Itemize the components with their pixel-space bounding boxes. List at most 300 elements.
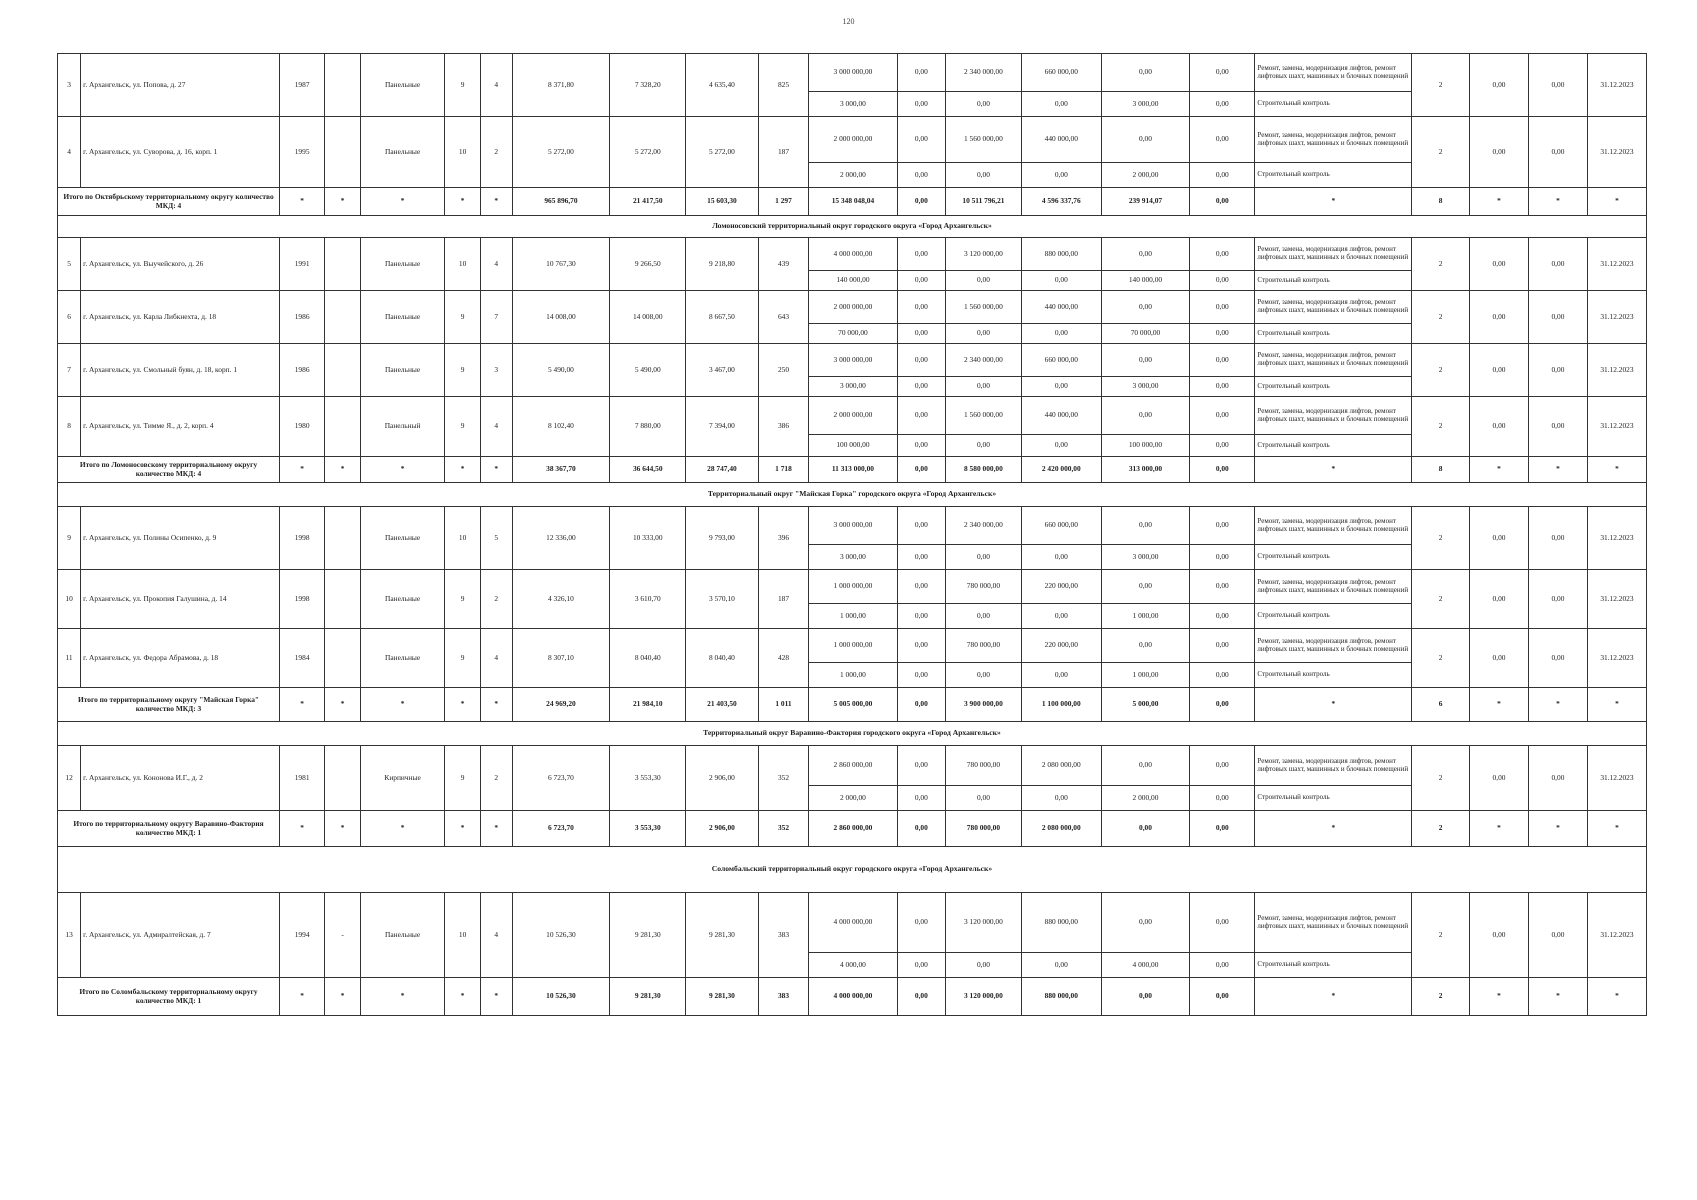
year-cell: 1986: [280, 344, 325, 397]
year-cell: 1991: [280, 238, 325, 291]
deadline-cell: 31.12.2023: [1587, 893, 1646, 978]
subtotal-value: 5 005 000,00: [809, 688, 897, 722]
amount-cell: 0,00: [1190, 570, 1255, 604]
placeholder-mark: *: [1528, 688, 1587, 722]
cost-cell: 4 000,00: [809, 953, 897, 978]
residents-cell: 352: [758, 746, 809, 811]
cell: [325, 746, 361, 811]
address-cell: г. Архангельск, ул. Карла Либкнехта, д. 18: [81, 291, 280, 344]
entrances-cell: 2: [480, 746, 512, 811]
work-type-cell: Строительный контроль: [1255, 545, 1412, 570]
placeholder-mark: *: [1528, 188, 1587, 216]
year-cell: 1995: [280, 117, 325, 188]
placeholder-mark: *: [445, 688, 481, 722]
amount-cell: 880 000,00: [1021, 893, 1101, 953]
subtotal-value: 1 297: [758, 188, 809, 216]
residents-cell: 386: [758, 397, 809, 457]
subtotal-value: 15 603,30: [686, 188, 759, 216]
amount-cell: 0,00: [1101, 746, 1189, 786]
table-row: [58, 344, 1647, 377]
amount-cell: 0,00: [897, 786, 945, 811]
floors-cell: 9: [445, 746, 481, 811]
amount-cell: 0,00: [946, 545, 1022, 570]
subtotal-value: 383: [758, 978, 809, 1016]
work-type-cell: Строительный контроль: [1255, 324, 1412, 344]
subtotal-label: Итого по территориальному округу "Майская Горка" количество МКД: 3: [58, 688, 280, 722]
subtotal-value: 9 281,30: [686, 978, 759, 1016]
work-type-cell: Ремонт, замена, модернизация лифтов, ремонт лифтовых шахт, машинных и блочных помещений: [1255, 117, 1412, 163]
amount-cell: 0,00: [1021, 92, 1101, 117]
amount-cell: 0,00: [897, 344, 945, 377]
year-cell: 1981: [280, 746, 325, 811]
residents-cell: 396: [758, 507, 809, 570]
amount-cell: 2 340 000,00: [946, 344, 1022, 377]
cost-cell: 2 000 000,00: [809, 291, 897, 324]
subtotal-value: 2 080 000,00: [1021, 811, 1101, 847]
subtotal-lifts: 2: [1412, 811, 1470, 847]
placeholder-mark: *: [1470, 457, 1529, 483]
deadline-cell: 31.12.2023: [1587, 117, 1646, 188]
amount-cell: 0,00: [946, 435, 1022, 457]
amount-cell: 0,00: [897, 377, 945, 397]
amount-cell: 0,00: [946, 953, 1022, 978]
year-cell: 1987: [280, 54, 325, 117]
year-cell: 1998: [280, 570, 325, 629]
subtotal-value: 0,00: [897, 811, 945, 847]
row-number: 4: [58, 117, 81, 188]
section-title: Территориальный округ Варавино-Фактория городского округа «Город Архангельск»: [58, 722, 1647, 746]
subtotal-value: 780 000,00: [946, 811, 1022, 847]
cost-cell: 3 000 000,00: [809, 54, 897, 92]
subtotal-value: 352: [758, 811, 809, 847]
amount-cell: 0,00: [1190, 893, 1255, 953]
area-cell: 8 667,50: [686, 291, 759, 344]
amount-cell: 0,00: [1528, 54, 1587, 117]
placeholder-mark: *: [361, 811, 445, 847]
placeholder-mark: *: [361, 457, 445, 483]
floors-cell: 9: [445, 291, 481, 344]
wall-material-cell: Панельные: [361, 629, 445, 688]
lifts-cell: 2: [1412, 893, 1470, 978]
amount-cell: 0,00: [1190, 54, 1255, 92]
amount-cell: 0,00: [1021, 663, 1101, 688]
amount-cell: 0,00: [1528, 117, 1587, 188]
placeholder-mark: *: [480, 457, 512, 483]
subtotal-value: 6 723,70: [512, 811, 610, 847]
row-number: 13: [58, 893, 81, 978]
placeholder-mark: *: [445, 188, 481, 216]
row-number: 8: [58, 397, 81, 457]
work-type-cell: Ремонт, замена, модернизация лифтов, ремонт лифтовых шахт, машинных и блочных помещений: [1255, 507, 1412, 545]
subtotal-value: 0,00: [1101, 978, 1189, 1016]
section-title: Соломбальский территориальный округ городского округа «Город Архангельск»: [58, 847, 1647, 893]
amount-cell: 0,00: [1190, 507, 1255, 545]
amount-cell: 1 000,00: [1101, 663, 1189, 688]
floors-cell: 9: [445, 54, 481, 117]
total-area-cell: 8 371,80: [512, 54, 610, 117]
total-area-cell: 5 490,00: [512, 344, 610, 397]
amount-cell: 0,00: [1101, 344, 1189, 377]
cell: [325, 54, 361, 117]
entrances-cell: 3: [480, 344, 512, 397]
table-row: [58, 238, 1647, 271]
subtotal-value: 3 553,30: [610, 811, 686, 847]
residents-cell: 250: [758, 344, 809, 397]
subtotal-value: 0,00: [897, 188, 945, 216]
subtotal-lifts: 8: [1412, 188, 1470, 216]
placeholder-mark: *: [325, 457, 361, 483]
placeholder-mark: *: [480, 811, 512, 847]
wall-material-cell: Панельные: [361, 893, 445, 978]
cost-cell: 2 000,00: [809, 163, 897, 188]
total-area-cell: 8 307,10: [512, 629, 610, 688]
total-area-cell: 5 272,00: [512, 117, 610, 188]
subtotal-value: 2 906,00: [686, 811, 759, 847]
area-cell: 9 218,80: [686, 238, 759, 291]
amount-cell: 0,00: [897, 238, 945, 271]
subtotal-value: 965 896,70: [512, 188, 610, 216]
amount-cell: 0,00: [1528, 344, 1587, 397]
subtotal-value: 0,00: [1101, 811, 1189, 847]
subtotal-lifts: 2: [1412, 978, 1470, 1016]
amount-cell: 0,00: [1021, 786, 1101, 811]
area-cell: 7 880,00: [610, 397, 686, 457]
work-type-cell: Строительный контроль: [1255, 435, 1412, 457]
subtotal-value: 5 000,00: [1101, 688, 1189, 722]
amount-cell: 0,00: [897, 92, 945, 117]
amount-cell: 0,00: [946, 324, 1022, 344]
entrances-cell: 2: [480, 570, 512, 629]
subtotal-value: 2 860 000,00: [809, 811, 897, 847]
amount-cell: 0,00: [1190, 397, 1255, 435]
subtotal-value: 3 120 000,00: [946, 978, 1022, 1016]
deadline-cell: 31.12.2023: [1587, 507, 1646, 570]
placeholder-mark: *: [1528, 457, 1587, 483]
floors-cell: 9: [445, 344, 481, 397]
amount-cell: 0,00: [1190, 324, 1255, 344]
amount-cell: 0,00: [1528, 629, 1587, 688]
amount-cell: 0,00: [1470, 291, 1529, 344]
lifts-cell: 2: [1412, 397, 1470, 457]
amount-cell: 0,00: [1021, 604, 1101, 629]
area-cell: 3 610,70: [610, 570, 686, 629]
wall-material-cell: Панельные: [361, 117, 445, 188]
wall-material-cell: Кирпичные: [361, 746, 445, 811]
amount-cell: 0,00: [1470, 238, 1529, 291]
area-cell: 5 272,00: [610, 117, 686, 188]
amount-cell: 2 000,00: [1101, 786, 1189, 811]
area-cell: 10 333,00: [610, 507, 686, 570]
subtotal-row: [58, 457, 1647, 483]
deadline-cell: 31.12.2023: [1587, 746, 1646, 811]
subtotal-value: 0,00: [1190, 188, 1255, 216]
amount-cell: 0,00: [946, 163, 1022, 188]
amount-cell: 0,00: [897, 746, 945, 786]
lifts-cell: 2: [1412, 238, 1470, 291]
address-cell: г. Архангельск, ул. Кононова И.Г., д. 2: [81, 746, 280, 811]
subtotal-row: [58, 978, 1647, 1016]
lifts-cell: 2: [1412, 117, 1470, 188]
residents-cell: 428: [758, 629, 809, 688]
row-number: 7: [58, 344, 81, 397]
subtotal-value: 0,00: [897, 457, 945, 483]
table-row: [58, 117, 1647, 163]
subtotal-value: 8 580 000,00: [946, 457, 1022, 483]
amount-cell: 0,00: [1101, 238, 1189, 271]
cost-cell: 2 000 000,00: [809, 397, 897, 435]
placeholder-mark: *: [1587, 688, 1646, 722]
year-cell: 1980: [280, 397, 325, 457]
cost-cell: 1 000 000,00: [809, 570, 897, 604]
total-area-cell: 12 336,00: [512, 507, 610, 570]
amount-cell: 0,00: [1190, 238, 1255, 271]
entrances-cell: 4: [480, 238, 512, 291]
address-cell: г. Архангельск, ул. Федора Абрамова, д. 18: [81, 629, 280, 688]
area-cell: 4 635,40: [686, 54, 759, 117]
amount-cell: 0,00: [1470, 629, 1529, 688]
subtotal-row: [58, 188, 1647, 216]
placeholder-mark: *: [1528, 811, 1587, 847]
lifts-cell: 2: [1412, 629, 1470, 688]
area-cell: 2 906,00: [686, 746, 759, 811]
section-header-row: [58, 483, 1647, 507]
subtotal-label: Итого по Соломбальскому территориальному округу количество МКД: 1: [58, 978, 280, 1016]
address-cell: г. Архангельск, ул. Тимме Я., д. 2, корп. 4: [81, 397, 280, 457]
cell: [325, 397, 361, 457]
amount-cell: 2 340 000,00: [946, 507, 1022, 545]
placeholder-mark: *: [1255, 457, 1412, 483]
amount-cell: 1 000,00: [1101, 604, 1189, 629]
amount-cell: 0,00: [1021, 271, 1101, 291]
amount-cell: 0,00: [1528, 746, 1587, 811]
amount-cell: 0,00: [1528, 893, 1587, 978]
subtotal-value: 21 984,10: [610, 688, 686, 722]
amount-cell: 0,00: [1190, 271, 1255, 291]
residents-cell: 187: [758, 117, 809, 188]
subtotal-label: Итого по Октябрьскому территориальному округу количество МКД: 4: [58, 188, 280, 216]
placeholder-mark: *: [361, 978, 445, 1016]
cost-cell: 3 000,00: [809, 377, 897, 397]
amount-cell: 70 000,00: [1101, 324, 1189, 344]
cost-cell: 2 860 000,00: [809, 746, 897, 786]
area-cell: 14 008,00: [610, 291, 686, 344]
amount-cell: 0,00: [1528, 570, 1587, 629]
placeholder-mark: *: [1470, 188, 1529, 216]
amount-cell: 0,00: [1190, 163, 1255, 188]
row-number: 5: [58, 238, 81, 291]
cell: [325, 117, 361, 188]
amount-cell: 0,00: [1470, 746, 1529, 811]
area-cell: 9 793,00: [686, 507, 759, 570]
amount-cell: 0,00: [1101, 507, 1189, 545]
address-cell: г. Архангельск, ул. Попова, д. 27: [81, 54, 280, 117]
amount-cell: 660 000,00: [1021, 344, 1101, 377]
area-cell: 8 040,40: [610, 629, 686, 688]
placeholder-mark: *: [280, 978, 325, 1016]
area-cell: 8 040,40: [686, 629, 759, 688]
placeholder-mark: *: [1255, 978, 1412, 1016]
lifts-cell: 2: [1412, 291, 1470, 344]
wall-material-cell: Панельный: [361, 397, 445, 457]
amount-cell: 0,00: [1528, 291, 1587, 344]
amount-cell: 660 000,00: [1021, 507, 1101, 545]
placeholder-mark: *: [325, 978, 361, 1016]
section-title: Ломоносовский территориальный округ городского округа «Город Архангельск»: [58, 216, 1647, 238]
subtotal-value: 4 596 337,76: [1021, 188, 1101, 216]
total-area-cell: 8 102,40: [512, 397, 610, 457]
work-type-cell: Ремонт, замена, модернизация лифтов, ремонт лифтовых шахт, машинных и блочных помещений: [1255, 570, 1412, 604]
wall-material-cell: Панельные: [361, 507, 445, 570]
address-cell: г. Архангельск, ул. Суворова, д. 16, корп. 1: [81, 117, 280, 188]
cell: [325, 629, 361, 688]
amount-cell: 440 000,00: [1021, 397, 1101, 435]
row-number: 10: [58, 570, 81, 629]
work-type-cell: Строительный контроль: [1255, 163, 1412, 188]
amount-cell: 0,00: [897, 117, 945, 163]
cell: [325, 507, 361, 570]
amount-cell: 0,00: [1190, 291, 1255, 324]
floors-cell: 10: [445, 507, 481, 570]
subtotal-value: 2 420 000,00: [1021, 457, 1101, 483]
cost-cell: 70 000,00: [809, 324, 897, 344]
subtotal-value: 313 000,00: [1101, 457, 1189, 483]
subtotal-value: 28 747,40: [686, 457, 759, 483]
subtotal-value: 0,00: [1190, 978, 1255, 1016]
area-cell: 9 266,50: [610, 238, 686, 291]
row-number: 6: [58, 291, 81, 344]
residents-cell: 187: [758, 570, 809, 629]
year-cell: 1998: [280, 507, 325, 570]
wall-material-cell: Панельные: [361, 238, 445, 291]
amount-cell: 780 000,00: [946, 629, 1022, 663]
amount-cell: 2 340 000,00: [946, 54, 1022, 92]
subtotal-label: Итого по территориальному округу Варавино-Фактория количество МКД: 1: [58, 811, 280, 847]
area-cell: 9 281,30: [686, 893, 759, 978]
amount-cell: 780 000,00: [946, 746, 1022, 786]
amount-cell: 0,00: [1101, 291, 1189, 324]
amount-cell: 0,00: [897, 629, 945, 663]
total-area-cell: 10 526,30: [512, 893, 610, 978]
amount-cell: 440 000,00: [1021, 291, 1101, 324]
cost-cell: 3 000,00: [809, 545, 897, 570]
subtotal-value: 0,00: [897, 978, 945, 1016]
work-type-cell: Строительный контроль: [1255, 604, 1412, 629]
amount-cell: 0,00: [1021, 377, 1101, 397]
amount-cell: 0,00: [1528, 507, 1587, 570]
floors-cell: 10: [445, 117, 481, 188]
amount-cell: 0,00: [897, 663, 945, 688]
amount-cell: 0,00: [897, 893, 945, 953]
entrances-cell: 7: [480, 291, 512, 344]
cost-cell: 1 000 000,00: [809, 629, 897, 663]
amount-cell: 0,00: [1190, 377, 1255, 397]
lifts-cell: 2: [1412, 570, 1470, 629]
subtotal-value: 0,00: [1190, 457, 1255, 483]
placeholder-mark: *: [325, 811, 361, 847]
work-type-cell: Ремонт, замена, модернизация лифтов, ремонт лифтовых шахт, машинных и блочных помещений: [1255, 291, 1412, 324]
lifts-cell: 2: [1412, 344, 1470, 397]
placeholder-mark: *: [280, 457, 325, 483]
amount-cell: 0,00: [897, 953, 945, 978]
entrances-cell: 4: [480, 397, 512, 457]
amount-cell: 0,00: [946, 92, 1022, 117]
residents-cell: 439: [758, 238, 809, 291]
placeholder-mark: *: [1587, 978, 1646, 1016]
area-cell: 7 394,00: [686, 397, 759, 457]
placeholder-mark: *: [361, 688, 445, 722]
amount-cell: 1 560 000,00: [946, 117, 1022, 163]
amount-cell: 0,00: [897, 163, 945, 188]
floors-cell: 9: [445, 629, 481, 688]
area-cell: 3 553,30: [610, 746, 686, 811]
subtotal-value: 15 348 048,04: [809, 188, 897, 216]
work-type-cell: Строительный контроль: [1255, 663, 1412, 688]
entrances-cell: 4: [480, 629, 512, 688]
entrances-cell: 4: [480, 54, 512, 117]
row-number: 9: [58, 507, 81, 570]
placeholder-mark: *: [445, 978, 481, 1016]
placeholder-mark: *: [1587, 188, 1646, 216]
placeholder-mark: *: [480, 688, 512, 722]
subtotal-value: 239 914,07: [1101, 188, 1189, 216]
section-header-row: [58, 847, 1647, 893]
amount-cell: 0,00: [1528, 397, 1587, 457]
entrances-cell: 2: [480, 117, 512, 188]
amount-cell: 0,00: [1190, 435, 1255, 457]
amount-cell: 0,00: [1470, 507, 1529, 570]
amount-cell: 140 000,00: [1101, 271, 1189, 291]
work-type-cell: Ремонт, замена, модернизация лифтов, ремонт лифтовых шахт, машинных и блочных помещений: [1255, 746, 1412, 786]
subtotal-row: [58, 688, 1647, 722]
placeholder-mark: *: [445, 457, 481, 483]
cost-cell: 4 000 000,00: [809, 893, 897, 953]
amount-cell: 440 000,00: [1021, 117, 1101, 163]
amount-cell: 220 000,00: [1021, 629, 1101, 663]
cost-cell: 100 000,00: [809, 435, 897, 457]
subtotal-value: 0,00: [1190, 688, 1255, 722]
placeholder-mark: *: [325, 688, 361, 722]
subtotal-row: [58, 811, 1647, 847]
placeholder-mark: *: [280, 688, 325, 722]
cost-cell: 3 000,00: [809, 92, 897, 117]
amount-cell: 0,00: [1528, 238, 1587, 291]
amount-cell: 0,00: [897, 545, 945, 570]
amount-cell: 0,00: [1190, 786, 1255, 811]
amount-cell: 4 000,00: [1101, 953, 1189, 978]
amount-cell: 0,00: [897, 397, 945, 435]
work-type-cell: Ремонт, замена, модернизация лифтов, ремонт лифтовых шахт, машинных и блочных помещений: [1255, 344, 1412, 377]
cell: [325, 344, 361, 397]
year-cell: 1984: [280, 629, 325, 688]
table-row: [58, 570, 1647, 604]
amount-cell: 220 000,00: [1021, 570, 1101, 604]
cost-cell: 1 000,00: [809, 663, 897, 688]
amount-cell: 3 000,00: [1101, 377, 1189, 397]
subtotal-lifts: 8: [1412, 457, 1470, 483]
amount-cell: 0,00: [897, 324, 945, 344]
placeholder-mark: *: [1255, 688, 1412, 722]
subtotal-value: 10 526,30: [512, 978, 610, 1016]
subtotal-value: 9 281,30: [610, 978, 686, 1016]
amount-cell: 880 000,00: [1021, 238, 1101, 271]
deadline-cell: 31.12.2023: [1587, 238, 1646, 291]
amount-cell: 0,00: [897, 54, 945, 92]
table-row: [58, 291, 1647, 324]
amount-cell: 0,00: [1190, 604, 1255, 629]
placeholder-mark: *: [361, 188, 445, 216]
work-type-cell: Ремонт, замена, модернизация лифтов, ремонт лифтовых шахт, машинных и блочных помещений: [1255, 397, 1412, 435]
amount-cell: 3 120 000,00: [946, 893, 1022, 953]
